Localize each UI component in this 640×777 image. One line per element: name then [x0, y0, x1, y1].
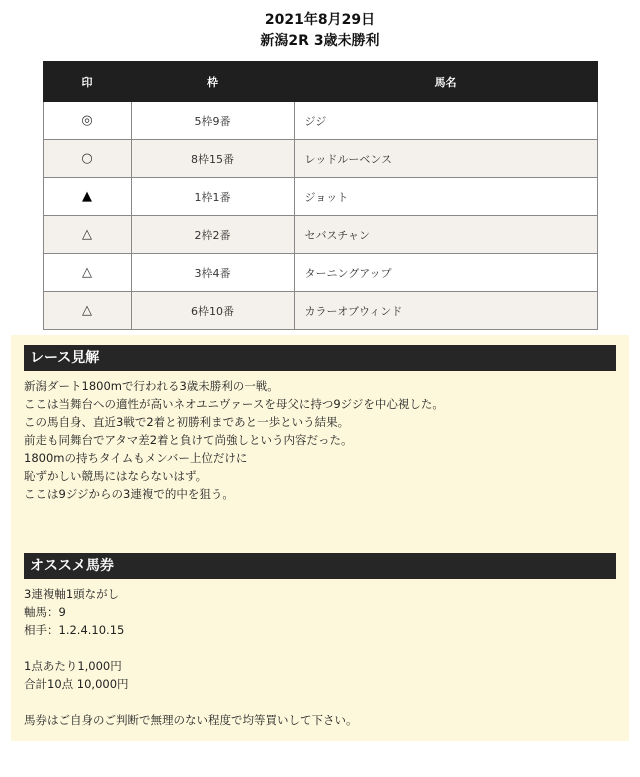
mark-triangle-icon: △ — [82, 227, 92, 242]
header-horse-name: 馬名 — [294, 62, 597, 102]
bet-total: 合計10点 10,000円 — [24, 677, 129, 691]
race-title: 新潟2R 3歳未勝利 — [260, 33, 380, 49]
analysis-line: ここは当舞台への適性が高いネオユニヴァースを母父に持つ9ジジを中心視した。 — [24, 397, 444, 411]
table-row — [43, 254, 597, 292]
analysis-line: 1800mの持ちタイムもメンバー上位だけに — [24, 451, 248, 465]
waku-cell: 2枠2番 — [131, 216, 294, 254]
analysis-heading: レース見解 — [24, 345, 616, 371]
waku-cell: 5枠9番 — [131, 102, 294, 140]
table-row — [43, 102, 597, 140]
table-row — [43, 140, 597, 178]
race-header — [0, 0, 640, 52]
analysis-line: 恥ずかしい競馬にはならないはず。 — [24, 469, 208, 483]
mark-filled-triangle-icon: ▲ — [82, 189, 92, 204]
mark-cell — [43, 102, 131, 140]
analysis-line: ここは9ジジからの3連複で的中を狙う。 — [24, 487, 234, 501]
header-waku: 枠 — [131, 62, 294, 102]
bet-type: 3連複軸1頭ながし — [24, 587, 120, 601]
mark-cell — [43, 292, 131, 330]
mark-cell — [43, 178, 131, 216]
bet-note: 馬券はご自身のご判断で無理のない程度で均等買いして下さい。 — [24, 713, 358, 727]
waku-cell: 1枠1番 — [131, 178, 294, 216]
horse-name-cell: ターニングアップ — [294, 254, 597, 292]
analysis-line: この馬自身、直近3戦で2着と初勝利まであと一歩という結果。 — [24, 415, 350, 429]
header-mark: 印 — [43, 62, 131, 102]
horse-name-cell: カラーオブウィンド — [294, 292, 597, 330]
waku-cell: 8枠15番 — [131, 140, 294, 178]
horse-name-cell: ジョット — [294, 178, 597, 216]
recommend-body — [11, 579, 629, 729]
waku-cell: 3枠4番 — [131, 254, 294, 292]
mark-triangle-icon: △ — [82, 265, 92, 280]
horse-name-cell: ジジ — [294, 102, 597, 140]
picks-table — [43, 61, 598, 330]
mark-circle-icon: ○ — [81, 151, 93, 166]
mark-triangle-icon: △ — [82, 303, 92, 318]
analysis-line: 新潟ダート1800mで行われる3歳未勝利の一戦。 — [24, 379, 279, 393]
recommend-heading: オススメ馬券 — [24, 553, 616, 579]
table-row — [43, 292, 597, 330]
analysis-panel — [11, 335, 629, 741]
analysis-body — [11, 371, 629, 503]
horse-name-cell: レッドルーベンス — [294, 140, 597, 178]
bet-axis: 軸馬：9 — [24, 605, 66, 619]
horse-name-cell: セバスチャン — [294, 216, 597, 254]
mark-cell — [43, 254, 131, 292]
table-header-row — [43, 62, 597, 102]
mark-cell — [43, 140, 131, 178]
table-row — [43, 216, 597, 254]
bet-partners: 相手：1.2.4.10.15 — [24, 623, 125, 637]
bet-per-point: 1点あたり1,000円 — [24, 659, 122, 673]
mark-double-circle-icon: ◎ — [81, 113, 93, 128]
table-row — [43, 178, 597, 216]
analysis-line: 前走も同舞台でアタマ差2着と負けて尚強しという内容だった。 — [24, 433, 353, 447]
race-date: 2021年8月29日 — [264, 12, 376, 28]
waku-cell: 6枠10番 — [131, 292, 294, 330]
mark-cell — [43, 216, 131, 254]
